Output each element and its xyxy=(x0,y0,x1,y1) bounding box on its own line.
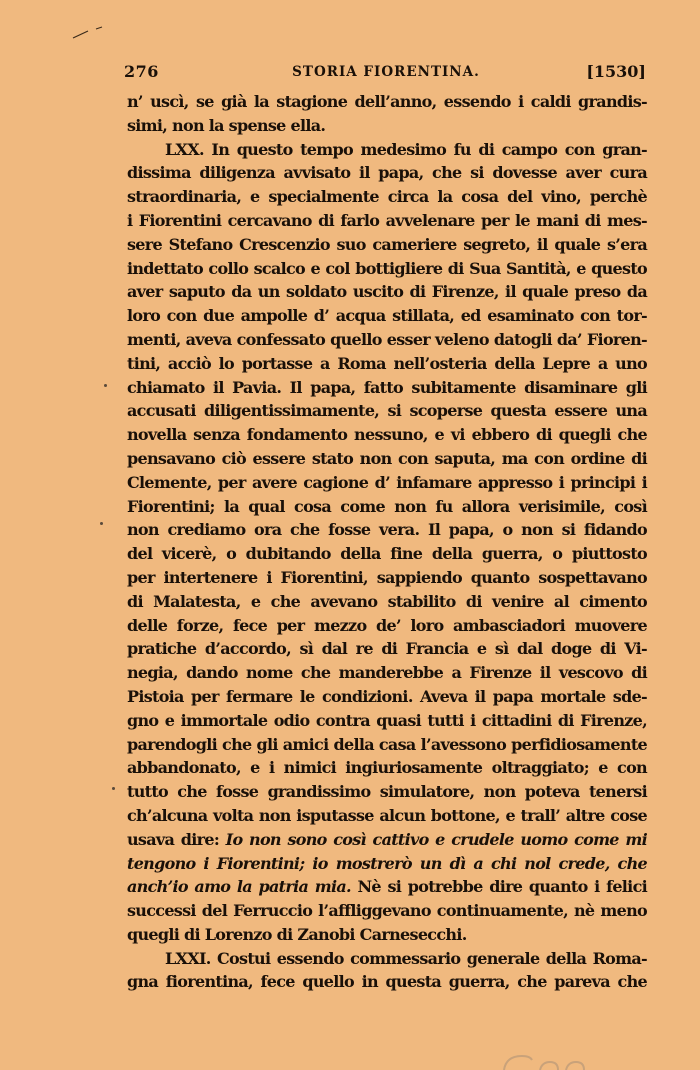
italic-quote-segment: Io non sono così cattivo e crudele uomo come mi xyxy=(225,829,647,849)
text-line xyxy=(127,590,647,614)
text-segment: n’ uscì, se già la stagione dell’anno, essendo i caldi grandis- xyxy=(127,92,647,111)
text-line xyxy=(127,947,647,971)
italic-quote-segment: anch’io amo la patria mia. xyxy=(127,877,351,897)
text-segment: indettato collo scalco e col bottigliere di Sua Santità, e questo xyxy=(127,258,647,278)
text-segment: chiamato il Pavia. Il papa, fatto subitamente disaminare gli xyxy=(127,377,647,397)
text-segment: abbandonato, e i nimici ingiuriosamente oltraggiato; e con xyxy=(127,758,647,778)
running-title: STORIA FIORENTINA. xyxy=(292,64,480,80)
text-line xyxy=(127,566,647,590)
text-line xyxy=(127,542,647,566)
text-line xyxy=(127,90,647,114)
text-line xyxy=(127,923,647,947)
text-line xyxy=(127,161,647,185)
text-line xyxy=(127,399,647,423)
text-segment: successi del Ferruccio l’affliggevano continuamente, nè meno xyxy=(127,901,647,921)
text-line xyxy=(127,614,647,638)
text-line xyxy=(127,471,647,495)
text-segment: per intertenere i Fiorentini, sappiendo quanto sospettavano xyxy=(127,567,647,587)
year-marker: [1530] xyxy=(586,62,646,81)
text-segment: usava dire: xyxy=(127,829,226,849)
text-line xyxy=(127,304,647,328)
margin-speck xyxy=(100,522,103,525)
text-line xyxy=(127,756,647,780)
text-segment: novella senza fondamento nessuno, e vi ebbero di quegli che xyxy=(127,425,647,445)
text-segment: del vicerè, o dubitando della fine della guerra, o piuttosto xyxy=(127,544,647,564)
text-line xyxy=(127,209,647,233)
text-segment: aver saputo da un soldato uscito di Firenze, il quale preso da xyxy=(127,282,647,302)
text-line xyxy=(127,447,647,471)
text-line xyxy=(127,376,647,400)
text-segment: tini, acciò lo portasse a Roma nell’osteria della Lepre a uno xyxy=(127,353,647,373)
text-segment: non crediamo ora che fosse vera. Il papa, o non si fidando xyxy=(127,520,647,540)
text-line xyxy=(127,804,647,828)
text-line xyxy=(127,328,647,352)
margin-speck xyxy=(112,787,115,790)
text-line xyxy=(127,138,647,162)
text-line xyxy=(127,637,647,661)
text-segment: menti, aveva confessato quello esser veleno datogli da’ Fioren- xyxy=(127,329,647,349)
margin-speck xyxy=(104,384,107,387)
text-segment: parendogli che gli amici della casa l’avessono perfidiosamente xyxy=(127,734,647,754)
pencil-mark xyxy=(72,26,106,40)
text-segment: accusati diligentissimamente, si scoperse questa essere una xyxy=(127,401,647,421)
text-segment: quegli di Lorenzo di Zanobi Carnesecchi. xyxy=(127,924,467,944)
text-line xyxy=(127,899,647,923)
text-segment: Fiorentini; la qual cosa come non fu allora verisimile, così xyxy=(127,496,647,516)
text-line xyxy=(127,828,647,852)
text-line xyxy=(127,352,647,376)
text-segment: gno e immortale odio contra quasi tutti i cittadini di Firenze, xyxy=(127,710,647,730)
text-segment: dissima diligenza avvisato il papa, che si dovesse aver cura xyxy=(127,163,647,183)
watermark-fragment xyxy=(500,1050,590,1070)
text-line xyxy=(127,495,647,519)
text-line xyxy=(127,185,647,209)
running-header xyxy=(124,62,648,88)
text-line xyxy=(127,685,647,709)
text-line xyxy=(127,661,647,685)
text-segment: di Malatesta, e che avevano stabilito di venire al cimento xyxy=(127,591,647,611)
text-segment: LXXI. Costui essendo commessario generale della Roma- xyxy=(165,948,647,968)
text-segment: i Fiorentini cercavano di farlo avvelenare per le mani di mes- xyxy=(127,210,647,230)
text-segment: sere Stefano Crescenzio suo cameriere segreto, il quale s’era xyxy=(127,234,647,254)
text-segment: Pistoia per fermare le condizioni. Aveva il papa mortale sde- xyxy=(127,686,647,706)
text-line xyxy=(127,875,647,899)
text-segment: straordinaria, e specialmente circa la cosa del vino, perchè xyxy=(127,187,647,207)
text-segment: tutto che fosse grandissimo simulatore, non poteva tenersi xyxy=(127,782,647,802)
text-line xyxy=(127,280,647,304)
page-number: 276 xyxy=(124,62,159,81)
text-segment: delle forze, fece per mezzo de’ loro ambasciadori muovere xyxy=(127,615,647,635)
text-segment: simi, non la spense ella. xyxy=(127,115,326,135)
text-segment: Nè si potrebbe dire quanto i felici xyxy=(350,877,647,897)
text-line xyxy=(127,257,647,281)
text-line xyxy=(127,733,647,757)
text-segment: loro con due ampolle d’ acqua stillata, ed esaminato con tor- xyxy=(127,306,647,326)
text-segment: LXX. In questo tempo medesimo fu di campo con gran- xyxy=(165,139,647,159)
text-line xyxy=(127,970,647,994)
text-line xyxy=(127,114,647,138)
text-line xyxy=(127,423,647,447)
text-segment: gna fiorentina, fece quello in questa guerra, che pareva che xyxy=(127,972,647,992)
text-segment: pensavano ciò essere stato non con saputa, ma con ordine di xyxy=(127,448,647,468)
text-line xyxy=(127,233,647,257)
text-segment: ch’alcuna volta non isputasse alcun bottone, e trall’ altre cose xyxy=(127,805,647,825)
text-line xyxy=(127,780,647,804)
text-line xyxy=(127,709,647,733)
text-segment: negia, dando nome che manderebbe a Firenze il vescovo di xyxy=(127,663,647,683)
text-segment: pratiche d’accordo, sì dal re di Francia e sì dal doge di Vi- xyxy=(127,639,647,659)
text-segment: Clemente, per avere cagione d’ infamare appresso i principi i xyxy=(127,472,647,492)
body-text xyxy=(127,90,647,994)
text-line xyxy=(127,852,647,876)
italic-quote-segment: tengono i Fiorentini; io mostrerò un dì a chi nol crede, che xyxy=(127,853,647,873)
text-line xyxy=(127,518,647,542)
